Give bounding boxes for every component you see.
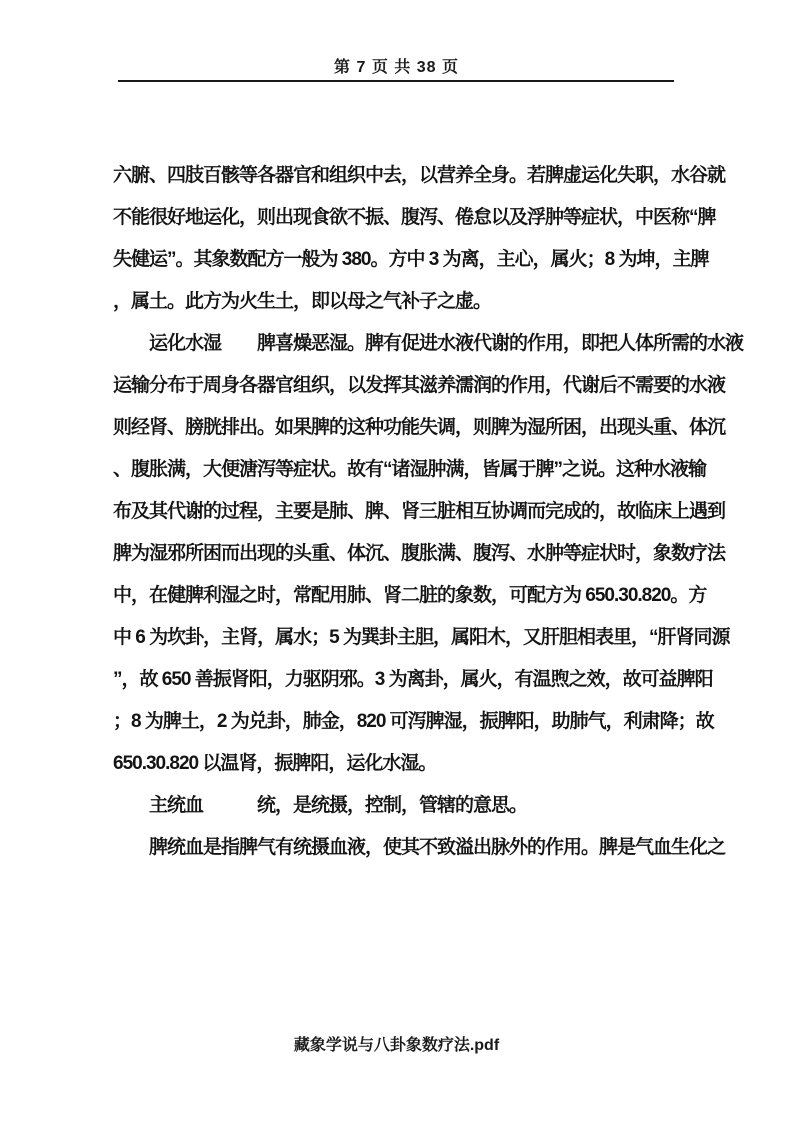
text-line: 六腑、四肢百骸等各器官和组织中去，以营养全身。若脾虚运化失职，水谷就 [113,165,726,186]
text-line: ；8 为脾土，2 为兑卦，肺金，820 可泻脾湿，振脾阳，助肺气，利肃降；故 [113,711,714,732]
text-line: 、腹胀满，大便溏泻等症状。故有“诸湿肿满，皆属于脾”之说。这种水液输 [113,459,707,480]
text-line: 不能很好地运化，则出现食欲不振、腹泻、倦怠以及浮肿等症状，中医称“脾 [113,207,716,228]
text-line: 失健运”。其象数配方一般为 380。方中 3 为离，主心，属火；8 为坤，主脾 [113,249,709,270]
document-filename: 藏象学说与八卦象数疗法.pdf [293,1037,500,1054]
text-line: ，属土。此方为火生土，即以母之气补子之虚。 [113,291,492,312]
text-line: 中，在健脾利湿之时，常配用肺、肾二脏的象数，可配方为 650.30.820。方 [113,585,707,606]
text-line: 运输分布于周身各器官组织，以发挥其滋养濡润的作用，代谢后不需要的水液 [113,375,726,396]
document-body [113,155,744,869]
text-line: 主统血 统，是统摄，控制，管辖的意思。 [113,795,528,816]
text-line: 脾统血是指脾气有统摄血液，使其不致溢出脉外的作用。脾是气血生化之 [113,837,726,858]
header-divider [118,80,674,82]
text-line: 脾为湿邪所困而出现的头重、体沉、腹胀满、腹泻、水肿等症状时，象数疗法 [113,543,726,564]
text-line: 布及其代谢的过程，主要是肺、脾、肾三脏相互协调而完成的，故临床上遇到 [113,501,726,522]
text-line: ”，故 650 善振肾阳，力驱阴邪。3 为离卦，属火，有温煦之效，故可益脾阳 [113,669,713,690]
text-line: 650.30.820 以温肾，振脾阳，运化水湿。 [113,753,437,774]
page-number-indicator: 第 7 页 共 38 页 [334,59,459,76]
text-line: 运化水湿 脾喜燥恶湿。脾有促进水液代谢的作用，即把人体所需的水液 [113,333,744,354]
text-line: 则经肾、膀胱排出。如果脾的这种功能失调，则脾为湿所困，出现头重、体沉 [113,417,726,438]
text-line: 中 6 为坎卦，主肾，属水；5 为巽卦主胆，属阳木，又肝胆相表里，“肝肾同源 [113,627,730,648]
